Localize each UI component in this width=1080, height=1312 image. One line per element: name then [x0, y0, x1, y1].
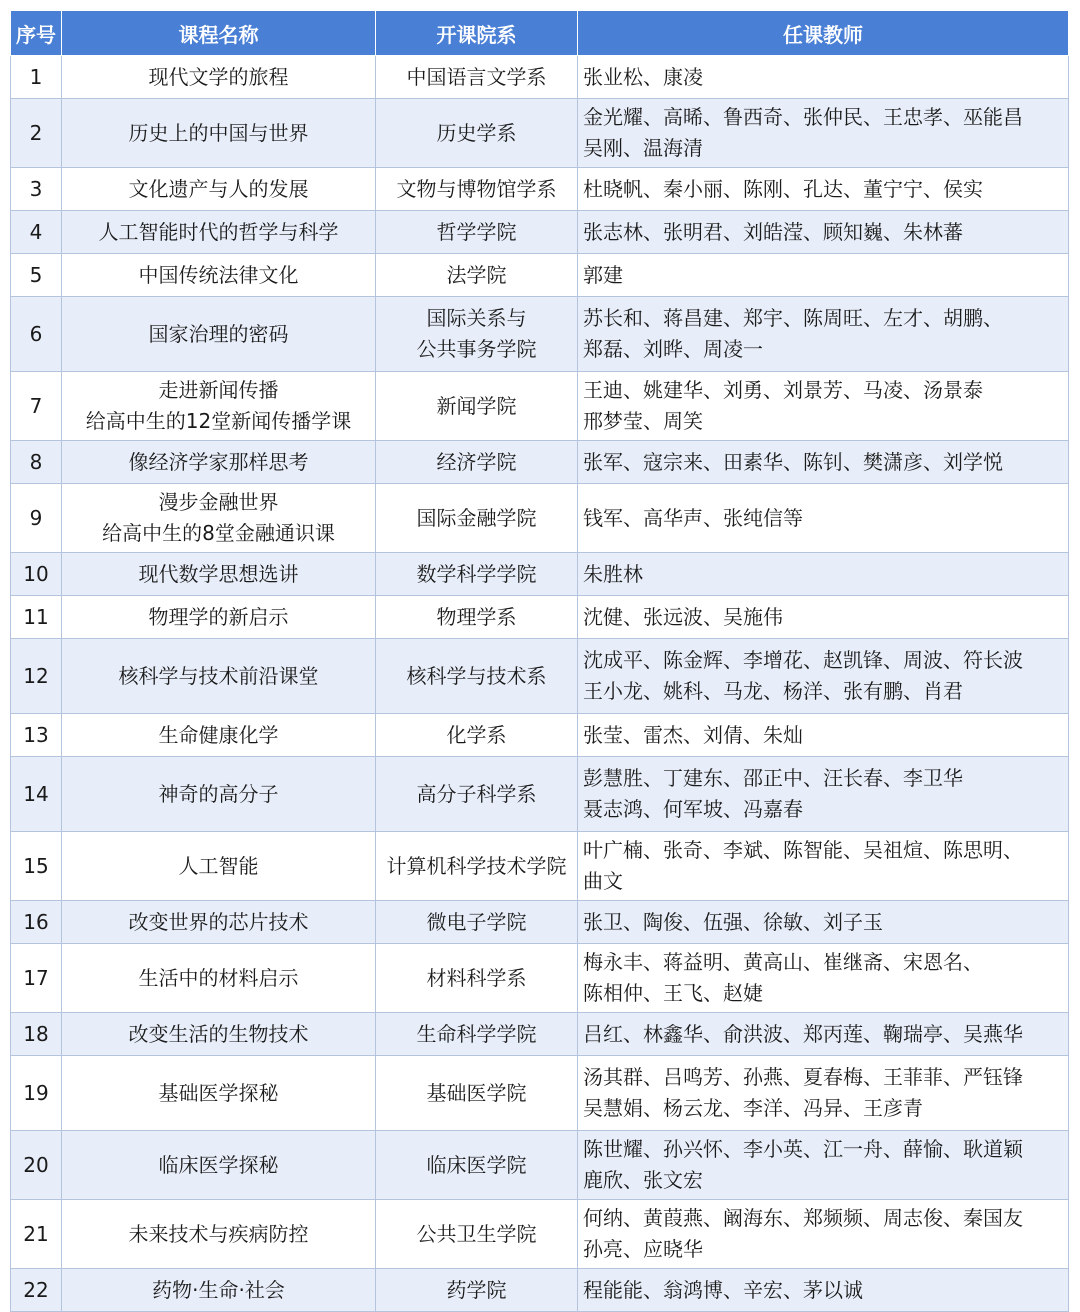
- course-name-line: 基础医学探秘: [158, 1080, 279, 1105]
- teachers-cell: [578, 297, 1069, 372]
- teachers-cell: [578, 441, 1069, 484]
- department-line: 法学院: [446, 262, 507, 287]
- department-cell: [376, 944, 578, 1013]
- row-index: 20: [11, 1131, 62, 1200]
- department-line: 数学科学学院: [416, 561, 537, 586]
- department-line: 基础医学院: [426, 1080, 527, 1105]
- teachers-line: 沈健、张远波、吴施伟: [583, 604, 783, 629]
- row-index: 12: [11, 639, 62, 714]
- course-name-cell: [62, 441, 376, 484]
- table-row: [11, 1269, 1069, 1312]
- department-line: 高分子科学系: [416, 781, 537, 806]
- department-line: 计算机科学技术学院: [386, 853, 567, 878]
- department-cell: [376, 1269, 578, 1312]
- teachers-line: 张军、寇宗来、田素华、陈钊、樊潇彦、刘学悦: [583, 449, 1003, 474]
- row-index: 13: [11, 714, 62, 757]
- course-name-line: 药物·生命·社会: [152, 1277, 285, 1302]
- course-name-line: 现代数学思想选讲: [138, 561, 299, 586]
- header-teachers: 任课教师: [578, 11, 1069, 56]
- department-cell: [376, 901, 578, 944]
- course-name-line: 临床医学探秘: [158, 1152, 279, 1177]
- row-index: 19: [11, 1056, 62, 1131]
- row-index: 5: [11, 254, 62, 297]
- department-cell: [376, 254, 578, 297]
- course-table-wrapper: [10, 10, 1068, 1312]
- teachers-line: 吕红、林鑫华、俞洪波、郑丙莲、鞠瑞亭、吴燕华: [583, 1021, 1023, 1046]
- row-index: 9: [11, 484, 62, 553]
- table-row: [11, 254, 1069, 297]
- teachers-line: 王小龙、姚科、马龙、杨洋、张有鹏、肖君: [583, 679, 963, 703]
- teachers-line: 张志林、张明君、刘皓滢、顾知巍、朱林蕃: [583, 219, 963, 244]
- department-line: 临床医学院: [426, 1152, 527, 1177]
- teachers-line: 彭慧胜、丁建东、邵正中、汪长春、李卫华: [583, 766, 963, 790]
- teachers-cell: [578, 1269, 1069, 1312]
- teachers-line: 邢梦莹、周笑: [583, 409, 703, 433]
- course-name-cell: [62, 944, 376, 1013]
- table-row: [11, 832, 1069, 901]
- course-name-line: 历史上的中国与世界: [128, 120, 309, 145]
- course-name-cell: [62, 714, 376, 757]
- teachers-line: 程能能、翁鸿博、辛宏、茅以诚: [583, 1277, 863, 1302]
- table-row: [11, 211, 1069, 254]
- department-cell: [376, 56, 578, 99]
- teachers-line: 汤其群、吕鸣芳、孙燕、夏春梅、王菲菲、严钰锋: [583, 1065, 1023, 1089]
- department-cell: [376, 714, 578, 757]
- department-cell: [376, 1013, 578, 1056]
- teachers-cell: [578, 1200, 1069, 1269]
- table-row: [11, 168, 1069, 211]
- table-row: [11, 1056, 1069, 1131]
- course-name-cell: [62, 901, 376, 944]
- teachers-cell: [578, 901, 1069, 944]
- course-name-cell: [62, 757, 376, 832]
- teachers-line: 钱军、高华声、张纯信等: [583, 505, 803, 530]
- department-line: 国际关系与: [426, 306, 527, 330]
- row-index: 8: [11, 441, 62, 484]
- course-name-line: 像经济学家那样思考: [128, 449, 309, 474]
- table-body: [11, 56, 1069, 1312]
- table-row: [11, 441, 1069, 484]
- teachers-line: 何纳、黄葭燕、阚海东、郑频频、周志俊、秦国友: [583, 1206, 1023, 1230]
- course-table: [10, 10, 1069, 1312]
- teachers-cell: [578, 372, 1069, 441]
- course-name-cell: [62, 553, 376, 596]
- table-row: [11, 944, 1069, 1013]
- course-name-line: 物理学的新启示: [148, 604, 289, 629]
- course-name-line: 给高中生的12堂新闻传播学课: [85, 409, 352, 433]
- table-row: [11, 714, 1069, 757]
- table-row: [11, 297, 1069, 372]
- course-name-line: 给高中生的8堂金融通识课: [102, 521, 335, 545]
- course-name-cell: [62, 1013, 376, 1056]
- header-department: 开课院系: [376, 11, 578, 56]
- department-cell: [376, 1056, 578, 1131]
- table-row: [11, 56, 1069, 99]
- department-line: 中国语言文学系: [406, 64, 547, 89]
- table-header-row: [11, 11, 1069, 56]
- course-name-cell: [62, 211, 376, 254]
- teachers-line: 沈成平、陈金辉、李增花、赵凯锋、周波、符长波: [583, 648, 1023, 672]
- teachers-line: 鹿欣、张文宏: [583, 1168, 703, 1192]
- department-cell: [376, 639, 578, 714]
- teachers-line: 张业松、康凌: [583, 64, 703, 89]
- teachers-line: 杜晓帆、秦小丽、陈刚、孔达、董宁宁、侯实: [583, 176, 983, 201]
- table-row: [11, 1131, 1069, 1200]
- teachers-line: 苏长和、蒋昌建、郑宇、陈周旺、左才、胡鹏、: [583, 306, 1003, 330]
- department-line: 材料科学系: [426, 965, 527, 990]
- course-name-line: 文化遗产与人的发展: [128, 176, 309, 201]
- department-cell: [376, 297, 578, 372]
- row-index: 3: [11, 168, 62, 211]
- department-line: 物理学系: [436, 604, 517, 629]
- department-line: 国际金融学院: [416, 505, 537, 530]
- teachers-line: 曲文: [583, 869, 623, 893]
- department-line: 生命科学学院: [416, 1021, 537, 1046]
- department-cell: [376, 757, 578, 832]
- teachers-line: 梅永丰、蒋益明、黄高山、崔继斋、宋恩名、: [583, 950, 983, 974]
- row-index: 11: [11, 596, 62, 639]
- course-name-line: 神奇的高分子: [158, 781, 279, 806]
- course-name-line: 人工智能: [178, 853, 259, 878]
- department-cell: [376, 372, 578, 441]
- table-row: [11, 484, 1069, 553]
- course-name-line: 核科学与技术前沿课堂: [118, 663, 319, 688]
- department-cell: [376, 484, 578, 553]
- teachers-cell: [578, 944, 1069, 1013]
- course-name-line: 人工智能时代的哲学与科学: [98, 219, 339, 244]
- course-name-cell: [62, 1200, 376, 1269]
- table-row: [11, 1013, 1069, 1056]
- teachers-line: 吴刚、温海清: [583, 136, 703, 160]
- teachers-cell: [578, 714, 1069, 757]
- course-name-cell: [62, 484, 376, 553]
- teachers-cell: [578, 639, 1069, 714]
- department-cell: [376, 1200, 578, 1269]
- teachers-cell: [578, 168, 1069, 211]
- teachers-cell: [578, 1056, 1069, 1131]
- department-line: 经济学院: [436, 449, 517, 474]
- teachers-line: 张莹、雷杰、刘倩、朱灿: [583, 722, 803, 747]
- course-name-line: 走进新闻传播: [158, 378, 279, 402]
- course-name-line: 未来技术与疾病防控: [128, 1221, 309, 1246]
- row-index: 15: [11, 832, 62, 901]
- teachers-cell: [578, 757, 1069, 832]
- table-row: [11, 639, 1069, 714]
- teachers-line: 郭建: [583, 262, 623, 287]
- teachers-line: 孙亮、应晓华: [583, 1237, 703, 1261]
- table-row: [11, 1200, 1069, 1269]
- row-index: 10: [11, 553, 62, 596]
- course-name-line: 国家治理的密码: [148, 321, 289, 346]
- course-name-line: 现代文学的旅程: [148, 64, 289, 89]
- row-index: 6: [11, 297, 62, 372]
- department-line: 文物与博物馆学系: [396, 176, 557, 201]
- table-row: [11, 99, 1069, 168]
- department-line: 微电子学院: [426, 909, 527, 934]
- department-cell: [376, 211, 578, 254]
- course-name-cell: [62, 596, 376, 639]
- course-name-line: 生活中的材料启示: [138, 965, 299, 990]
- teachers-cell: [578, 1131, 1069, 1200]
- department-line: 药学院: [446, 1277, 507, 1302]
- department-line: 公共卫生学院: [416, 1221, 537, 1246]
- course-name-cell: [62, 1131, 376, 1200]
- teachers-cell: [578, 99, 1069, 168]
- course-name-line: 改变世界的芯片技术: [128, 909, 309, 934]
- table-row: [11, 596, 1069, 639]
- row-index: 4: [11, 211, 62, 254]
- department-line: 公共事务学院: [416, 337, 537, 361]
- teachers-line: 郑磊、刘晔、周凌一: [583, 337, 763, 361]
- course-name-cell: [62, 56, 376, 99]
- course-name-line: 生命健康化学: [158, 722, 279, 747]
- department-line: 化学系: [446, 722, 507, 747]
- teachers-cell: [578, 211, 1069, 254]
- teachers-cell: [578, 56, 1069, 99]
- row-index: 1: [11, 56, 62, 99]
- course-name-cell: [62, 1056, 376, 1131]
- row-index: 22: [11, 1269, 62, 1312]
- course-name-line: 中国传统法律文化: [138, 262, 299, 287]
- teachers-line: 叶广楠、张奇、李斌、陈智能、吴祖煊、陈思明、: [583, 838, 1023, 862]
- department-cell: [376, 832, 578, 901]
- department-cell: [376, 1131, 578, 1200]
- department-line: 哲学学院: [436, 219, 517, 244]
- department-line: 历史学系: [436, 120, 517, 145]
- teachers-cell: [578, 832, 1069, 901]
- course-name-cell: [62, 99, 376, 168]
- course-name-cell: [62, 832, 376, 901]
- department-line: 核科学与技术系: [406, 663, 547, 688]
- course-name-cell: [62, 1269, 376, 1312]
- teachers-line: 聂志鸿、何军坡、冯嘉春: [583, 797, 803, 821]
- teachers-line: 吴慧娟、杨云龙、李洋、冯异、王彦青: [583, 1096, 923, 1120]
- department-cell: [376, 99, 578, 168]
- row-index: 2: [11, 99, 62, 168]
- teachers-cell: [578, 254, 1069, 297]
- row-index: 16: [11, 901, 62, 944]
- table-row: [11, 372, 1069, 441]
- teachers-line: 王迪、姚建华、刘勇、刘景芳、马凌、汤景泰: [583, 378, 983, 402]
- teachers-line: 陈世耀、孙兴怀、李小英、江一舟、薛愉、耿道颖: [583, 1137, 1023, 1161]
- row-index: 17: [11, 944, 62, 1013]
- department-cell: [376, 596, 578, 639]
- row-index: 7: [11, 372, 62, 441]
- table-row: [11, 901, 1069, 944]
- row-index: 14: [11, 757, 62, 832]
- course-name-cell: [62, 168, 376, 211]
- teachers-cell: [578, 596, 1069, 639]
- course-name-cell: [62, 639, 376, 714]
- department-cell: [376, 441, 578, 484]
- course-name-line: 漫步金融世界: [158, 490, 279, 514]
- row-index: 21: [11, 1200, 62, 1269]
- course-name-line: 改变生活的生物技术: [128, 1021, 309, 1046]
- header-course-name: 课程名称: [62, 11, 376, 56]
- department-cell: [376, 553, 578, 596]
- teachers-cell: [578, 553, 1069, 596]
- course-name-cell: [62, 254, 376, 297]
- department-line: 新闻学院: [436, 393, 517, 418]
- course-name-cell: [62, 372, 376, 441]
- teachers-line: 陈相仲、王飞、赵婕: [583, 981, 763, 1005]
- teachers-line: 朱胜林: [583, 561, 643, 586]
- teachers-cell: [578, 484, 1069, 553]
- header-index: 序号: [11, 11, 62, 56]
- table-row: [11, 553, 1069, 596]
- course-name-cell: [62, 297, 376, 372]
- teachers-cell: [578, 1013, 1069, 1056]
- teachers-line: 张卫、陶俊、伍强、徐敏、刘子玉: [583, 909, 883, 934]
- table-row: [11, 757, 1069, 832]
- department-cell: [376, 168, 578, 211]
- row-index: 18: [11, 1013, 62, 1056]
- teachers-line: 金光耀、高晞、鲁西奇、张仲民、王忠孝、巫能昌: [583, 105, 1023, 129]
